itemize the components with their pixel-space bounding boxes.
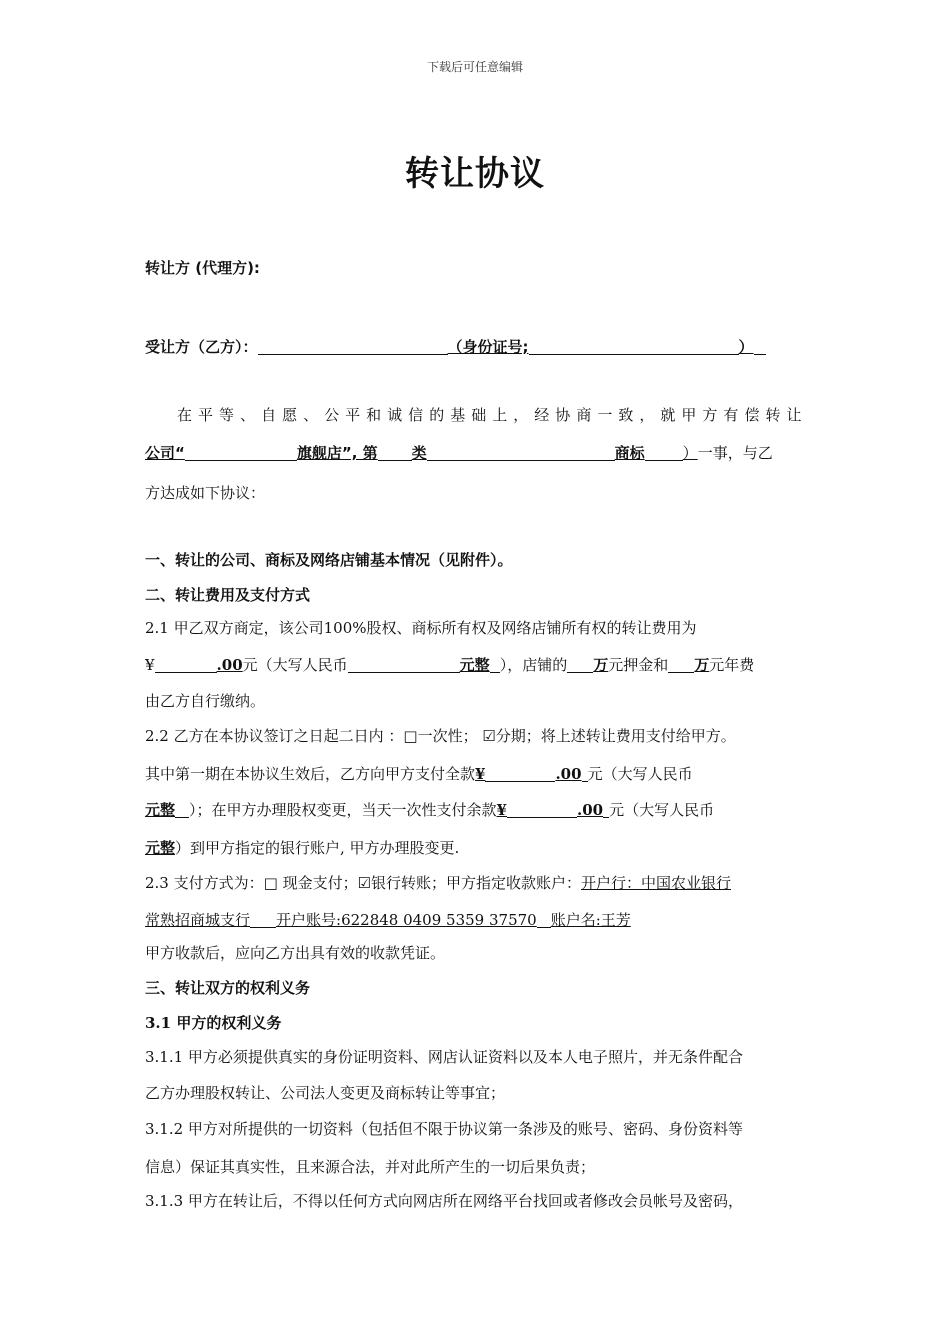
- bank-name: 开户行：中国农业银行: [581, 874, 732, 892]
- clause-3-1-heading: 3.1 甲方的权利义务: [145, 1014, 282, 1032]
- clause-3-1-3-line-1: 3.1.3 甲方在转让后，不得以任何方式向网店所在网络平台找回或者修改会员帐号及密码，: [145, 1192, 743, 1210]
- clause-3-1-1-line-2: 乙方办理股权转让、公司法人变更及商标转让等事宜；: [145, 1084, 506, 1102]
- party-a-label: 转让方 (代理方):: [145, 259, 260, 277]
- clause-2-1-line-1: 2.1 甲乙双方商定，该公司100%股权、商标所有权及网络店铺所有权的转让费用为: [145, 619, 697, 637]
- store-suffix: 旗舰店”, 第: [296, 444, 378, 462]
- bank-account: 开户账号:622848 0409 5359 37570: [276, 911, 537, 929]
- intro-line-2: [145, 442, 805, 463]
- page-title: 转让协议: [405, 154, 545, 194]
- id-label: （身份证号;: [447, 338, 529, 356]
- account-holder: 账户名:王芳: [550, 911, 631, 929]
- clause-3-1-2-line-2: 信息）保证其真实性，且来源合法，并对此所产生的一切后果负责；: [145, 1158, 596, 1176]
- intro-line-1: 在平等、自愿、公平和诚信的基础上，经协商一致，就甲方有偿转让: [177, 406, 805, 424]
- amount-2-1: .00: [216, 656, 243, 674]
- clause-2-2-line-1: 2.2 乙方在本协议签订之日起二日内 ：□一次性； ☑分期；将上述转让费用支付给甲方。: [145, 727, 736, 745]
- id-close: ）: [738, 338, 754, 356]
- bank-branch: 常熟招商城支行: [145, 911, 251, 929]
- section-3-heading: 三、转让双方的权利义务: [145, 979, 311, 997]
- intro-tail: 一事，与乙: [697, 444, 773, 462]
- party-b-label: 受让方（乙方）：: [145, 338, 258, 356]
- page-header: 下载后可任意编辑: [426, 60, 523, 74]
- intro-line-3: 方达成如下协议：: [145, 484, 266, 502]
- clause-3-1-2-line-1: 3.1.2 甲方对所提供的一切资料（包括但不限于协议第一条涉及的账号、密码、身份资料等: [145, 1120, 743, 1138]
- trademark-label: 商标: [614, 444, 645, 462]
- clause-2-2-line-2: 其中第一期在本协议生效后，乙方向甲方支付全款¥ .00 元（大写人民币: [145, 765, 693, 783]
- party-b-line: [145, 336, 805, 357]
- company-prefix: 公司“: [145, 444, 185, 462]
- section-1-heading: 一、转让的公司、商标及网络店铺基本情况（见附件）。: [145, 551, 513, 569]
- clause-2-2-line-3: 元整 ）；在甲方办理股权变更，当天一次性支付余款¥ .00 元（大写人民币: [145, 801, 715, 819]
- section-2-heading: 二、转让费用及支付方式: [145, 586, 311, 604]
- clause-2-1-line-3: 由乙方自行缴纳。: [145, 692, 266, 710]
- clause-2-3-line-1: 2.3 支付方式为：□ 现金支付；☑银行转账；甲方指定收款账户：开户行：中国农业银行: [145, 874, 732, 892]
- clause-2-2-line-4: 元整）到甲方指定的银行账户, 甲方办理股变更.: [145, 839, 460, 857]
- party-b-name-blank: [258, 338, 448, 355]
- intro-close: ）: [682, 444, 698, 462]
- clause-2-3-line-3: 甲方收款后，应向乙方出具有效的收款凭证。: [145, 944, 446, 962]
- class-label: 类: [411, 444, 427, 462]
- clause-3-1-1-line-1: 3.1.1 甲方必须提供真实的身份证明资料、网店认证资料以及本人电子照片，并无条件配合: [145, 1048, 743, 1066]
- clause-2-3-line-2: [145, 909, 805, 930]
- clause-2-1-line-2: ¥ .00元（大写人民币 元整 ），店铺的 万元押金和 万元年费: [145, 656, 755, 674]
- id-number-blank: [529, 338, 739, 355]
